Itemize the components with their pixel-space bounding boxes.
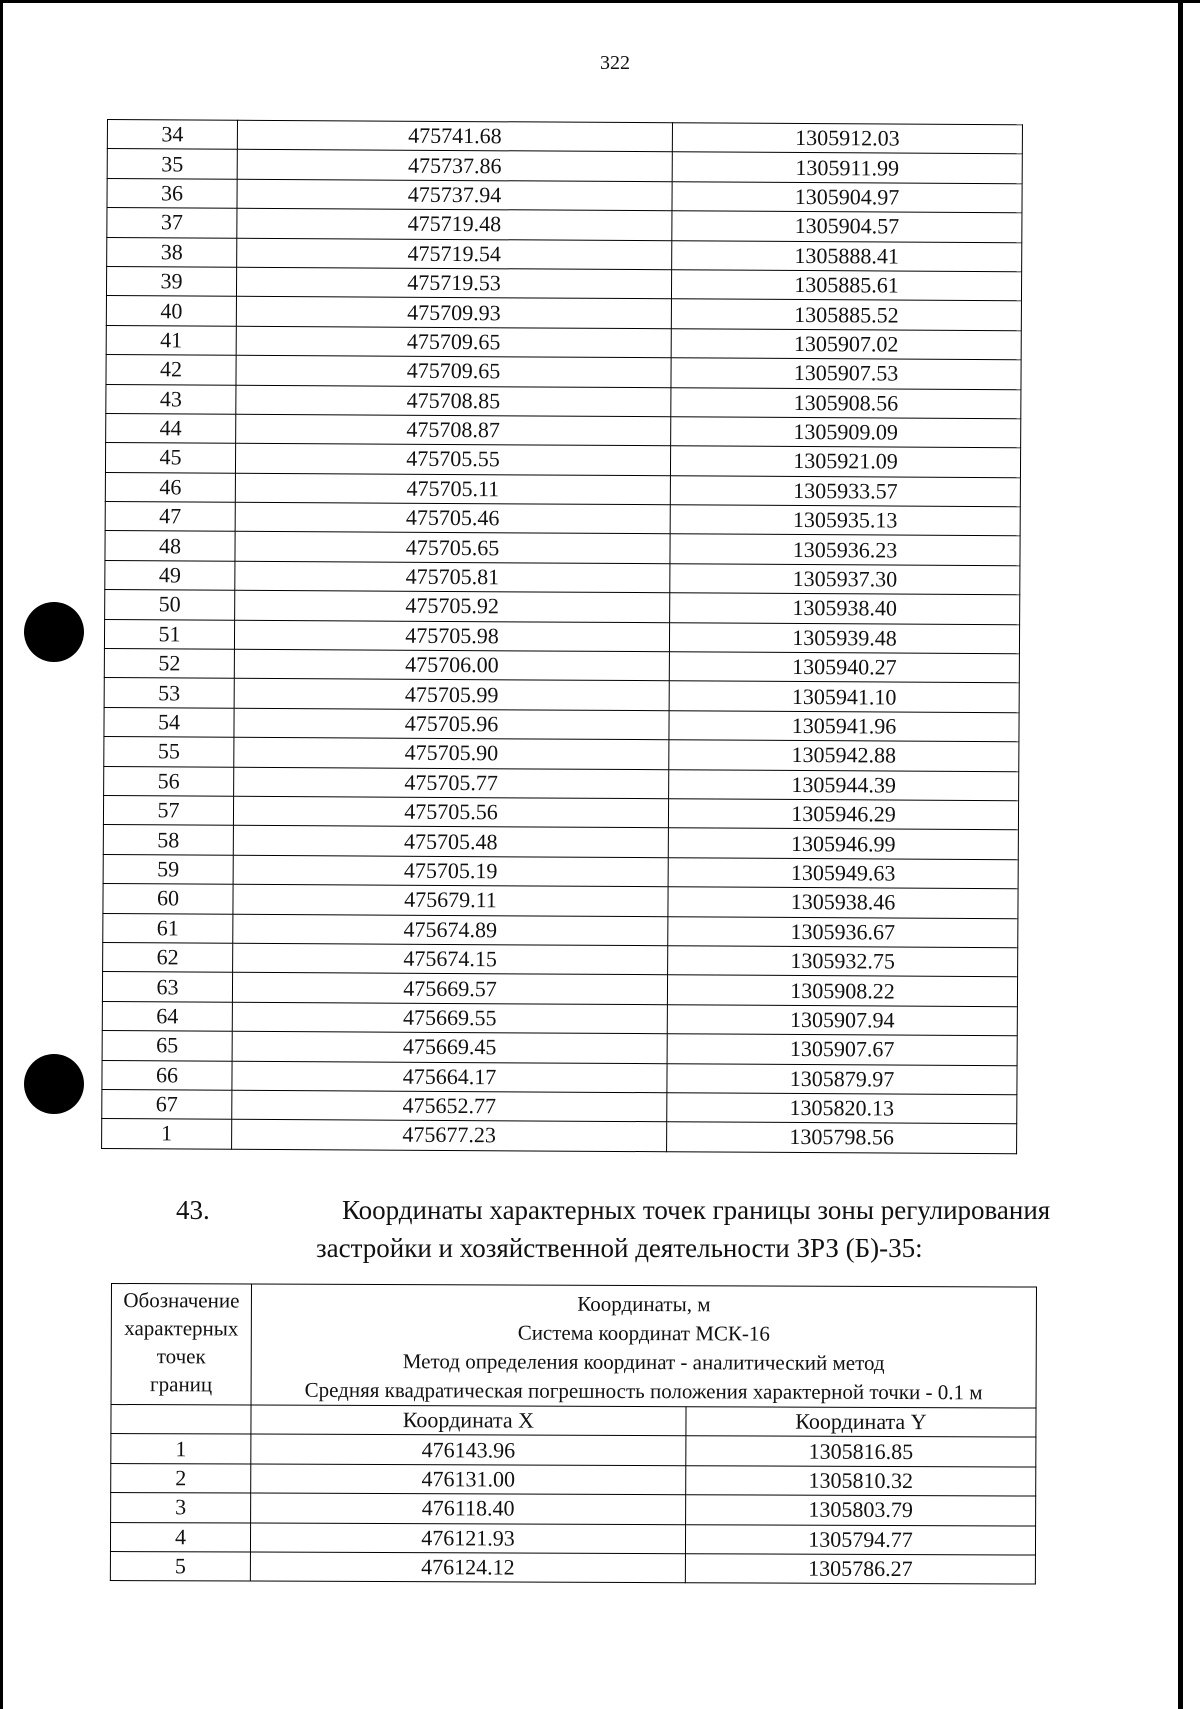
point-number-cell: 58	[103, 825, 233, 855]
header-main-line: Система координат МСК-16	[517, 1320, 770, 1346]
punch-hole-upper	[24, 602, 84, 662]
coordinate-x-cell: 475705.19	[233, 855, 668, 887]
point-number-cell: 40	[106, 296, 236, 326]
coordinate-x-cell: 475705.65	[235, 532, 670, 564]
table-row	[102, 1119, 1017, 1154]
coordinate-y-cell: 1305921.09	[670, 446, 1020, 477]
coordinate-x-cell: 475705.11	[235, 473, 670, 505]
point-number-cell: 43	[106, 384, 236, 414]
point-number-cell: 42	[106, 355, 236, 385]
coordinate-x-cell: 475709.65	[236, 355, 671, 387]
point-number-cell: 56	[104, 766, 234, 796]
coordinate-y-cell: 1305939.48	[669, 622, 1019, 653]
coordinate-x-cell: 475737.86	[237, 150, 672, 182]
coordinate-y-cell: 1305803.79	[686, 1495, 1036, 1526]
table-subheader-row	[111, 1405, 1036, 1438]
coordinate-y-cell: 1305942.88	[669, 740, 1019, 771]
point-number-cell: 3	[111, 1493, 251, 1523]
coordinate-x-cell: 475708.85	[236, 385, 671, 417]
coordinate-y-cell: 1305946.99	[668, 828, 1018, 859]
header-label-line: границ	[149, 1372, 213, 1397]
table-row	[111, 1493, 1036, 1526]
table-row	[111, 1434, 1036, 1467]
coordinate-x-cell: 476124.12	[250, 1552, 685, 1583]
coordinate-y-header: Координата Y	[686, 1407, 1036, 1438]
coordinate-y-cell: 1305798.56	[667, 1122, 1017, 1153]
point-number-cell: 48	[105, 531, 235, 561]
point-number-cell: 45	[105, 443, 235, 473]
table-row	[110, 1522, 1035, 1555]
coordinate-y-cell: 1305907.94	[667, 1004, 1017, 1035]
point-number-cell: 35	[107, 149, 237, 179]
section-number: 43.	[176, 1195, 210, 1225]
coordinate-x-cell: 475708.87	[236, 414, 671, 446]
point-number-cell: 64	[102, 1001, 232, 1031]
coordinate-x-cell: 475705.90	[234, 737, 669, 769]
point-number-cell: 66	[102, 1060, 232, 1090]
coordinate-x-cell: 475669.55	[232, 1002, 667, 1034]
coordinate-y-cell: 1305941.96	[669, 711, 1019, 742]
coordinate-y-cell: 1305888.41	[672, 240, 1022, 271]
point-number-cell: 41	[106, 325, 236, 355]
coordinate-y-cell: 1305911.99	[672, 152, 1022, 183]
coordinate-y-cell: 1305786.27	[685, 1554, 1035, 1585]
coordinate-x-cell: 475705.77	[234, 767, 669, 799]
coordinate-x-cell: 475705.56	[233, 796, 668, 828]
scan-border-left	[0, 0, 3, 1709]
point-number-cell: 36	[107, 178, 237, 208]
coordinate-x-header: Координата X	[251, 1405, 686, 1436]
point-number-cell: 60	[103, 884, 233, 914]
coordinate-x-cell: 475741.68	[237, 120, 672, 152]
point-designation-header	[111, 1284, 251, 1406]
empty-subheader-cell	[111, 1405, 251, 1435]
point-number-cell: 47	[105, 502, 235, 532]
point-number-cell: 62	[103, 942, 233, 972]
point-number-cell: 59	[103, 854, 233, 884]
coordinate-x-cell: 475705.48	[233, 826, 668, 858]
coordinate-y-cell: 1305908.22	[667, 975, 1017, 1006]
coordinate-x-cell: 475664.17	[232, 1061, 667, 1093]
coordinate-x-cell: 475652.77	[232, 1090, 667, 1122]
coordinates-table-continued	[101, 119, 1023, 1154]
coordinate-x-cell: 475677.23	[232, 1120, 667, 1152]
coordinate-y-cell: 1305904.97	[672, 182, 1022, 213]
point-number-cell: 1	[111, 1434, 251, 1464]
scan-border-top	[0, 0, 1200, 3]
coordinate-x-cell: 475709.65	[236, 326, 671, 358]
point-number-cell: 63	[102, 972, 232, 1002]
coordinate-y-cell: 1305941.10	[669, 681, 1019, 712]
coordinate-x-cell: 475719.53	[236, 267, 671, 299]
coordinate-x-cell: 475719.48	[237, 208, 672, 240]
point-number-cell: 38	[107, 237, 237, 267]
coordinate-y-cell: 1305932.75	[668, 946, 1018, 977]
coordinate-x-cell: 475706.00	[234, 649, 669, 681]
coordinate-y-cell: 1305944.39	[669, 769, 1019, 800]
point-number-cell: 61	[103, 913, 233, 943]
coordinate-y-cell: 1305820.13	[667, 1093, 1017, 1124]
coordinate-y-cell: 1305912.03	[672, 123, 1022, 154]
coordinate-x-cell: 475705.92	[235, 590, 670, 622]
point-number-cell: 2	[111, 1463, 251, 1493]
point-number-cell: 44	[106, 413, 236, 443]
coordinate-x-cell: 476118.40	[251, 1493, 686, 1524]
punch-hole-lower	[24, 1054, 84, 1114]
table-header-row	[111, 1284, 1036, 1409]
coordinate-x-cell: 475674.15	[233, 943, 668, 975]
point-number-cell: 53	[104, 678, 234, 708]
section-title-line-2: застройки и хозяйственной деятельности ЗРЗ (Б)-35:	[316, 1233, 923, 1263]
coordinate-y-cell: 1305794.77	[685, 1524, 1035, 1555]
header-label-line: точек	[156, 1344, 206, 1369]
coordinate-x-cell: 475705.46	[235, 502, 670, 534]
point-number-cell: 57	[103, 795, 233, 825]
coordinate-x-cell: 475679.11	[233, 884, 668, 916]
table-row	[111, 1463, 1036, 1496]
coordinate-y-cell: 1305946.29	[668, 799, 1018, 830]
coordinate-y-cell: 1305909.09	[671, 417, 1021, 448]
coordinate-x-cell: 475674.89	[233, 914, 668, 946]
coordinate-y-cell: 1305810.32	[686, 1465, 1036, 1496]
point-number-cell: 54	[104, 707, 234, 737]
coordinate-x-cell: 475669.45	[232, 1031, 667, 1063]
coordinates-table-body	[110, 1434, 1036, 1585]
coordinate-y-cell: 1305936.23	[670, 534, 1020, 565]
coordinate-y-cell: 1305938.46	[668, 887, 1018, 918]
point-number-cell: 4	[110, 1522, 250, 1552]
coordinate-y-cell: 1305885.61	[671, 270, 1021, 301]
coordinate-y-cell: 1305816.85	[686, 1436, 1036, 1467]
point-number-cell: 5	[110, 1551, 250, 1581]
coordinate-x-cell: 475705.81	[235, 561, 670, 593]
coordinate-y-cell: 1305940.27	[669, 652, 1019, 683]
coordinate-y-cell: 1305933.57	[670, 475, 1020, 506]
coordinate-x-cell: 476131.00	[251, 1464, 686, 1495]
coordinate-y-cell: 1305879.97	[667, 1063, 1017, 1094]
point-number-cell: 67	[102, 1089, 232, 1119]
coordinate-y-cell: 1305935.13	[670, 505, 1020, 536]
coordinate-y-cell: 1305907.67	[667, 1034, 1017, 1065]
coordinate-x-cell: 475705.98	[234, 620, 669, 652]
point-number-cell: 1	[102, 1119, 232, 1149]
page-number: 322	[600, 52, 630, 74]
coordinate-x-cell: 475737.94	[237, 179, 672, 211]
coordinate-x-cell: 475709.93	[236, 297, 671, 329]
coordinate-x-cell: 476143.96	[251, 1434, 686, 1465]
point-number-cell: 37	[107, 208, 237, 238]
point-number-cell: 34	[107, 120, 237, 150]
header-label-line: Обозначение	[123, 1288, 240, 1313]
point-number-cell: 52	[104, 649, 234, 679]
point-number-cell: 39	[106, 266, 236, 296]
header-label-line: характерных	[124, 1316, 239, 1341]
coordinate-x-cell: 475705.55	[235, 444, 670, 476]
point-number-cell: 65	[102, 1031, 232, 1061]
header-main-line: Координаты, м	[577, 1291, 711, 1317]
header-main-line: Средняя квадратическая погрешность положения характерной точки - 0.1 м	[304, 1377, 983, 1405]
coordinates-table-body	[102, 120, 1023, 1154]
point-number-cell: 46	[105, 472, 235, 502]
scan-border-right	[1178, 0, 1183, 1709]
section-title-line-1: Координаты характерных точек границы зоны регулирования	[342, 1195, 1051, 1225]
coordinates-table-zrz-b-35	[110, 1283, 1037, 1585]
coordinate-x-cell: 475669.57	[232, 973, 667, 1005]
coordinate-y-cell: 1305908.56	[671, 387, 1021, 418]
coordinate-y-cell: 1305936.67	[668, 916, 1018, 947]
coordinate-y-cell: 1305904.57	[672, 211, 1022, 242]
coordinates-system-header	[251, 1284, 1036, 1408]
coordinate-y-cell: 1305907.53	[671, 358, 1021, 389]
point-number-cell: 49	[105, 560, 235, 590]
coordinate-y-cell: 1305937.30	[670, 564, 1020, 595]
coordinate-x-cell: 475719.54	[237, 238, 672, 270]
point-number-cell: 50	[105, 590, 235, 620]
header-main-line: Метод определения координат - аналитический метод	[402, 1349, 885, 1375]
coordinate-y-cell: 1305938.40	[670, 593, 1020, 624]
coordinate-x-cell: 475705.96	[234, 708, 669, 740]
point-number-cell: 51	[104, 619, 234, 649]
coordinate-y-cell: 1305949.63	[668, 858, 1018, 889]
table-row	[110, 1551, 1035, 1584]
coordinate-x-cell: 475705.99	[234, 679, 669, 711]
coordinate-x-cell: 476121.93	[250, 1523, 685, 1554]
point-number-cell: 55	[104, 737, 234, 767]
coordinate-y-cell: 1305885.52	[671, 299, 1021, 330]
coordinate-y-cell: 1305907.02	[671, 328, 1021, 359]
